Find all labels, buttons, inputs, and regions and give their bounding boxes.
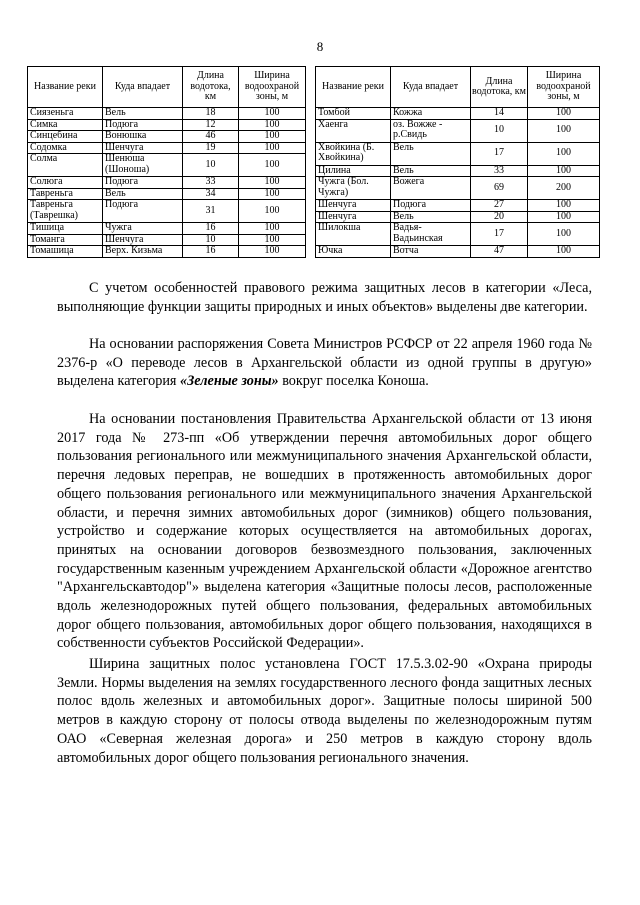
cell-length: 16 <box>183 246 239 258</box>
table-row <box>316 108 600 120</box>
green-zones-term: «Зеленые зоны» <box>179 373 279 390</box>
cell-flows-into: Подюга <box>391 200 471 212</box>
table-row <box>28 108 306 120</box>
cell-width: 100 <box>528 223 600 246</box>
paragraph-text-end: вокруг поселка Коноша. <box>278 373 429 390</box>
cell-river: Содомка <box>28 142 103 154</box>
table-row <box>316 246 600 258</box>
cell-river: Томашица <box>28 246 103 258</box>
cell-width: 100 <box>239 188 306 200</box>
cell-flows-into: Вель <box>103 188 183 200</box>
paragraph-green-zones <box>57 335 592 391</box>
table-row <box>28 234 306 246</box>
cell-width: 100 <box>239 119 306 131</box>
cell-width: 100 <box>528 211 600 223</box>
rivers-table-left <box>27 66 306 258</box>
cell-length: 12 <box>183 119 239 131</box>
header-flows-into: Куда впадает <box>103 67 183 108</box>
cell-river: Солюга <box>28 177 103 189</box>
cell-flows-into: Верх. Кизьма <box>103 246 183 258</box>
cell-length: 46 <box>183 131 239 143</box>
table-row <box>28 177 306 189</box>
cell-length: 10 <box>183 234 239 246</box>
cell-river: Томанга <box>28 234 103 246</box>
cell-width: 100 <box>528 119 600 142</box>
table-header-row <box>28 67 306 108</box>
table-row <box>28 223 306 235</box>
cell-width: 100 <box>239 177 306 189</box>
cell-flows-into: Шенчуга <box>103 142 183 154</box>
cell-length: 69 <box>471 177 528 200</box>
cell-river: Шенчуга <box>316 211 391 223</box>
cell-flows-into: Чужга <box>103 223 183 235</box>
cell-flows-into: Вонюшка <box>103 131 183 143</box>
cell-flows-into: Вель <box>391 165 471 177</box>
cell-river: Хаенга <box>316 119 391 142</box>
cell-river: Томбой <box>316 108 391 120</box>
cell-length: 10 <box>183 154 239 177</box>
cell-length: 34 <box>183 188 239 200</box>
cell-river: Солма <box>28 154 103 177</box>
paragraph-text <box>57 335 592 391</box>
table-row <box>28 131 306 143</box>
cell-length: 18 <box>183 108 239 120</box>
header-river: Название реки <box>316 67 391 108</box>
cell-river: Тишица <box>28 223 103 235</box>
cell-length: 33 <box>183 177 239 189</box>
header-flows-into: Куда впадает <box>391 67 471 108</box>
paragraph-text-start: На основании распоряжения Совета Министров РСФСР от 22 апреля 1960 года № 2376-р «О переводе лесов в Архангельской области из одной группы в другую» выделена категория <box>57 336 592 390</box>
cell-flows-into: Вадья-Вадьинская <box>391 223 471 246</box>
cell-length: 19 <box>183 142 239 154</box>
cell-width: 100 <box>239 246 306 258</box>
header-width: Ширина водоохраной зоны, м <box>239 67 306 108</box>
table-header-row <box>316 67 600 108</box>
cell-flows-into: Вожега <box>391 177 471 200</box>
cell-river: Синцебина <box>28 131 103 143</box>
cell-width: 100 <box>239 154 306 177</box>
cell-length: 16 <box>183 223 239 235</box>
paragraph-text: На основании постановления Правительства Архангельской области от 13 июня 2017 года № 273-пп «Об утверждении перечня автомобильных дорог общего пользования регионального или межмуниципального значения Архангельской области, перечня ледовых переправ, не вошедших в протяженность автомобильных дорог общего пользования регионального или межмуниципального значения Архангельской области, и перечня зимних автомобильных дорог (зимников) общего пользования, устройство и содержание которых осуществляется на автомобильных дорогах, принятых на основании договоров безвозмездного пользования, заключенных государственным казенным учреждением Архангельской области «Дорожное агентство "Архангельскавтодор"» выделена категория «Защитные полосы лесов, расположенные вдоль железнодорожных путей общего пользования, федеральных автомобильных дорог общего пользования, автомобильных дорог общего пользования, находящихся в собственности субъектов Российской Федерации». <box>57 411 592 652</box>
cell-flows-into: Шенюша (Шоноша) <box>103 154 183 177</box>
cell-flows-into: оз. Вожже - р.Свидь <box>391 119 471 142</box>
cell-width: 100 <box>239 108 306 120</box>
cell-width: 100 <box>528 165 600 177</box>
cell-flows-into: Вель <box>391 211 471 223</box>
cell-river: Тавреньга (Таврешка) <box>28 200 103 223</box>
cell-width: 100 <box>239 131 306 143</box>
header-length: Длина водотока, км <box>183 67 239 108</box>
table-row <box>316 223 600 246</box>
cell-length: 17 <box>471 142 528 165</box>
cell-river: Сиязеньга <box>28 108 103 120</box>
cell-river: Цилина <box>316 165 391 177</box>
table-row <box>28 119 306 131</box>
cell-flows-into: Подюга <box>103 177 183 189</box>
cell-flows-into: Подюга <box>103 200 183 223</box>
paragraph-text: Ширина защитных полос установлена ГОСТ 17.5.3.02-90 «Охрана природы Земли. Нормы выделения на землях государственного лесного фонда защитных лесных полос вдоль железных и автомобильных дорог». Защитные полосы шириной 500 метров в каждую сторону от полосы отвода выделены по железнодорожным путям ОАО «Северная железная дорога» и 250 метров в каждую сторону вдоль автомобильных дорог общего пользования регионального значения. <box>57 656 592 766</box>
cell-width: 100 <box>528 108 600 120</box>
cell-river: Шилокша <box>316 223 391 246</box>
header-length: Длина водотока, км <box>471 67 528 108</box>
cell-width: 100 <box>528 200 600 212</box>
cell-river: Чужга (Бол. Чужга) <box>316 177 391 200</box>
cell-flows-into: Шенчуга <box>103 234 183 246</box>
cell-river: Ючка <box>316 246 391 258</box>
table-row <box>316 211 600 223</box>
table-row <box>28 246 306 258</box>
table-row <box>316 119 600 142</box>
cell-flows-into: Вель <box>103 108 183 120</box>
cell-river: Симка <box>28 119 103 131</box>
header-river: Название реки <box>28 67 103 108</box>
table-row <box>28 154 306 177</box>
cell-river: Шенчуга <box>316 200 391 212</box>
cell-flows-into: Подюга <box>103 119 183 131</box>
cell-length: 10 <box>471 119 528 142</box>
cell-river: Тавреньга <box>28 188 103 200</box>
header-width: Ширина водоохраной зоны, м <box>528 67 600 108</box>
cell-flows-into: Кожжа <box>391 108 471 120</box>
table-row <box>316 142 600 165</box>
cell-length: 47 <box>471 246 528 258</box>
table-row <box>28 200 306 223</box>
cell-width: 100 <box>239 223 306 235</box>
cell-length: 17 <box>471 223 528 246</box>
cell-width: 100 <box>528 246 600 258</box>
cell-length: 27 <box>471 200 528 212</box>
table-row <box>28 142 306 154</box>
cell-flows-into: Вель <box>391 142 471 165</box>
table-row <box>316 177 600 200</box>
cell-width: 100 <box>239 200 306 223</box>
cell-width: 100 <box>239 234 306 246</box>
table-row <box>316 165 600 177</box>
cell-width: 100 <box>239 142 306 154</box>
table-row <box>28 188 306 200</box>
rivers-table-right <box>315 66 600 258</box>
cell-length: 20 <box>471 211 528 223</box>
cell-width: 100 <box>528 142 600 165</box>
paragraph-strip-width <box>57 655 592 767</box>
cell-length: 33 <box>471 165 528 177</box>
cell-river: Хвойкина (Б. Хвойкина) <box>316 142 391 165</box>
page-number: 8 <box>316 39 324 54</box>
cell-length: 31 <box>183 200 239 223</box>
paragraph-two-categories <box>57 279 592 316</box>
cell-length: 14 <box>471 108 528 120</box>
table-row <box>316 200 600 212</box>
cell-width: 200 <box>528 177 600 200</box>
paragraph-protective-strips-decree <box>57 410 592 653</box>
paragraph-text: С учетом особенностей правового режима защитных лесов в категории «Леса, выполняющие функции защиты природных и иных объектов» выделены две категории. <box>57 280 592 315</box>
cell-flows-into: Вотча <box>391 246 471 258</box>
